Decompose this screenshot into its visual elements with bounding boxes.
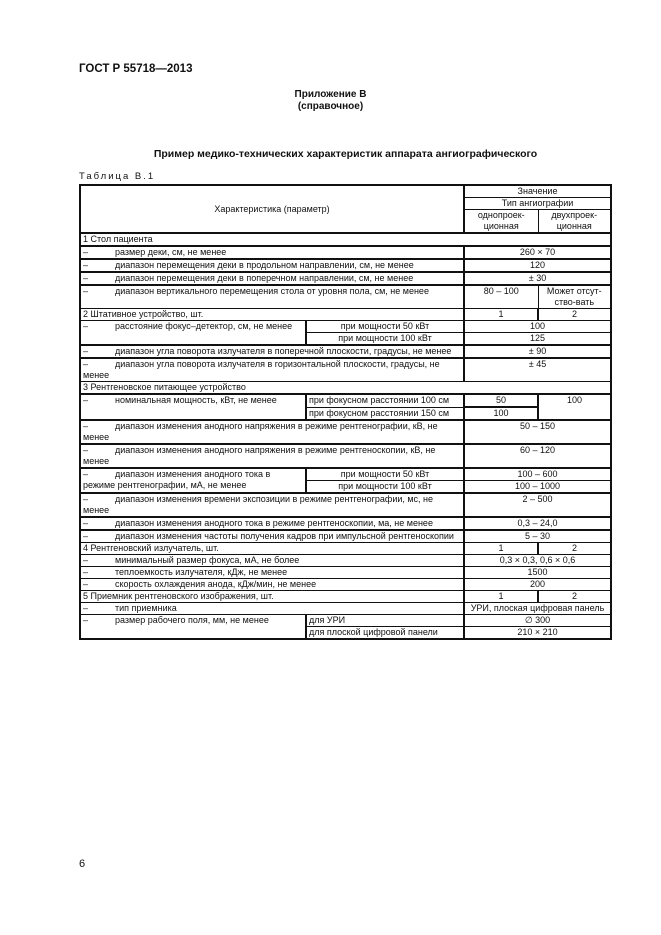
table-row: – диапазон изменения анодного тока в режиме рентгенографии, мА, не менее при мощности 50 кВт 100 – 600 xyxy=(80,468,611,481)
section-row: 3 Рентгеновское питающее устройство xyxy=(80,382,611,395)
table-label: Таблица В.1 xyxy=(79,171,156,182)
table-row: – диапазон перемещения деки в продольном направлении, см, не менее 120 xyxy=(80,259,611,272)
header-value: Значение xyxy=(464,185,611,198)
header-param: Характеристика (параметр) xyxy=(80,185,464,233)
header-mono: однопроек-ционная xyxy=(464,210,538,234)
section-row: 2 Штативное устройство, шт. 1 2 xyxy=(80,309,611,321)
table-row: – диапазон угла поворота излучателя в поперечной плоскости, градусы, не менее ± 90 xyxy=(80,345,611,358)
table-row: – диапазон изменения анодного тока в режиме рентгеноскопии, ма, не менее 0,3 – 24,0 xyxy=(80,517,611,530)
table-row: – диапазон угла поворота излучателя в горизонтальной плоскости, градусы, не менее ± 45 xyxy=(80,358,611,382)
appendix-heading xyxy=(0,89,661,113)
table-row: – диапазон перемещения деки в поперечном направлении, см, не менее ± 30 xyxy=(80,272,611,285)
table-row: – минимальный размер фокуса, мА, не более 0,3 × 0,3, 0,6 × 0,6 xyxy=(80,555,611,567)
table-row: – диапазон изменения анодного напряжения в режиме рентгеноскопии, кВ, не менее 60 – 120 xyxy=(80,444,611,468)
document-title: Пример медико-технических характеристик аппарата ангиографического xyxy=(153,148,538,160)
table-row: – теплоемкость излучателя, кДж, не менее 1500 xyxy=(80,567,611,579)
table-row: – диапазон изменения частоты получения кадров при импульсной рентгеноскопии 5 – 30 xyxy=(80,530,611,543)
appendix-title: Приложение В xyxy=(294,89,367,100)
table-row: – диапазон вертикального перемещения стола от уровня пола, см, не менее 80 – 100 Может отсут-ство-вать xyxy=(80,285,611,309)
table-row: – диапазон изменения анодного напряжения в режиме рентгенографии, кВ, не менее 50 – 150 xyxy=(80,420,611,444)
spec-table: Характеристика (параметр) Значение Тип ангиографии однопроек-ционная двухпроек-ционная 1 Стол пациента – размер деки, см, не менее 260 × 70 – диапазон перемещения деки в продольном направлении, см, не менее 120 – диапазон перемещения деки в поперечном направлении, см, не менее ± 30 – диапазон вертикального перемещения стола от уровня пола, см, не менее 80 – 100 Может отсут-ство-вать 2 Штативное устройство, шт. 1 2 – расстояние фокус–детектор, см, не менее при мощности 50 кВт 100 при мощности 100 кВт 125 – диапазон угла поворота излучателя в поперечной плоскости, градусы, не менее ± 90 – диапазон угла поворота излучателя в горизонтальной плоскости, градусы, не менее ± 45 3 Рентгеновское питающее устройство – номинальная мощность, кВт, не менее при фокусном расстоянии 100 см 50 100 при фокусном расстоянии 150 см 100 – диапазон изменения анодного напряжения в режиме рентгенографии, кВ, не менее 50 – 150 – диапазон изменения анодного напряжения в режиме рентгеноскопии, кВ, не менее 60 – 120 – диапазон изменения анодного тока в режиме рентгенографии, мА, не менее при мощности 50 кВт 100 – 600 при мощности 100 кВт 100 – 1000 – диапазон изменения времени экспозиции в режиме рентгенографии, мс, не менее 2 – 500 – диапазон изменения анодного тока в режиме рентгеноскопии, ма, не менее 0,3 – 24,0 – диапазон изменения частоты получения кадров при импульсной рентгеноскопии 5 – 30 4 Рентгеновский излучатель, шт. 1 2 – минимальный размер фокуса, мА, не более 0,3 × 0,3, 0,6 × 0,6 – теплоемкость излучателя, кДж, не менее 1500 – скорость охлаждения анода, кДж/мин, не менее 200 5 Приемник рентгеновского изображения, шт. 1 2 – тип приемника УРИ, плоская цифровая панель – размер рабочего поля, мм, не менее для УРИ ∅ 300 для плоской цифровой панели 210 × 210 xyxy=(79,184,612,640)
header-angio-type: Тип ангиографии xyxy=(464,198,611,210)
table-row: – размер деки, см, не менее 260 × 70 xyxy=(80,246,611,259)
table-row: – диапазон изменения времени экспозиции в режиме рентгенографии, мс, не менее 2 – 500 xyxy=(80,493,611,517)
header-row xyxy=(80,185,611,198)
section-row: 1 Стол пациента xyxy=(80,233,611,246)
page-number: 6 xyxy=(79,858,86,870)
table-row: – скорость охлаждения анода, кДж/мин, не менее 200 xyxy=(80,579,611,591)
standard-code: ГОСТ Р 55718—2013 xyxy=(79,63,193,75)
table-row: – расстояние фокус–детектор, см, не менее при мощности 50 кВт 100 xyxy=(80,321,611,333)
table-row: – тип приемника УРИ, плоская цифровая панель xyxy=(80,603,611,615)
header-bi: двухпроек-ционная xyxy=(538,210,611,234)
table-row: – размер рабочего поля, мм, не менее для УРИ ∅ 300 xyxy=(80,615,611,627)
section-row: 5 Приемник рентгеновского изображения, шт. 1 2 xyxy=(80,591,611,603)
appendix-type: (справочное) xyxy=(297,101,364,112)
section-row: 4 Рентгеновский излучатель, шт. 1 2 xyxy=(80,543,611,555)
table-row: – номинальная мощность, кВт, не менее при фокусном расстоянии 100 см 50 100 xyxy=(80,394,611,407)
